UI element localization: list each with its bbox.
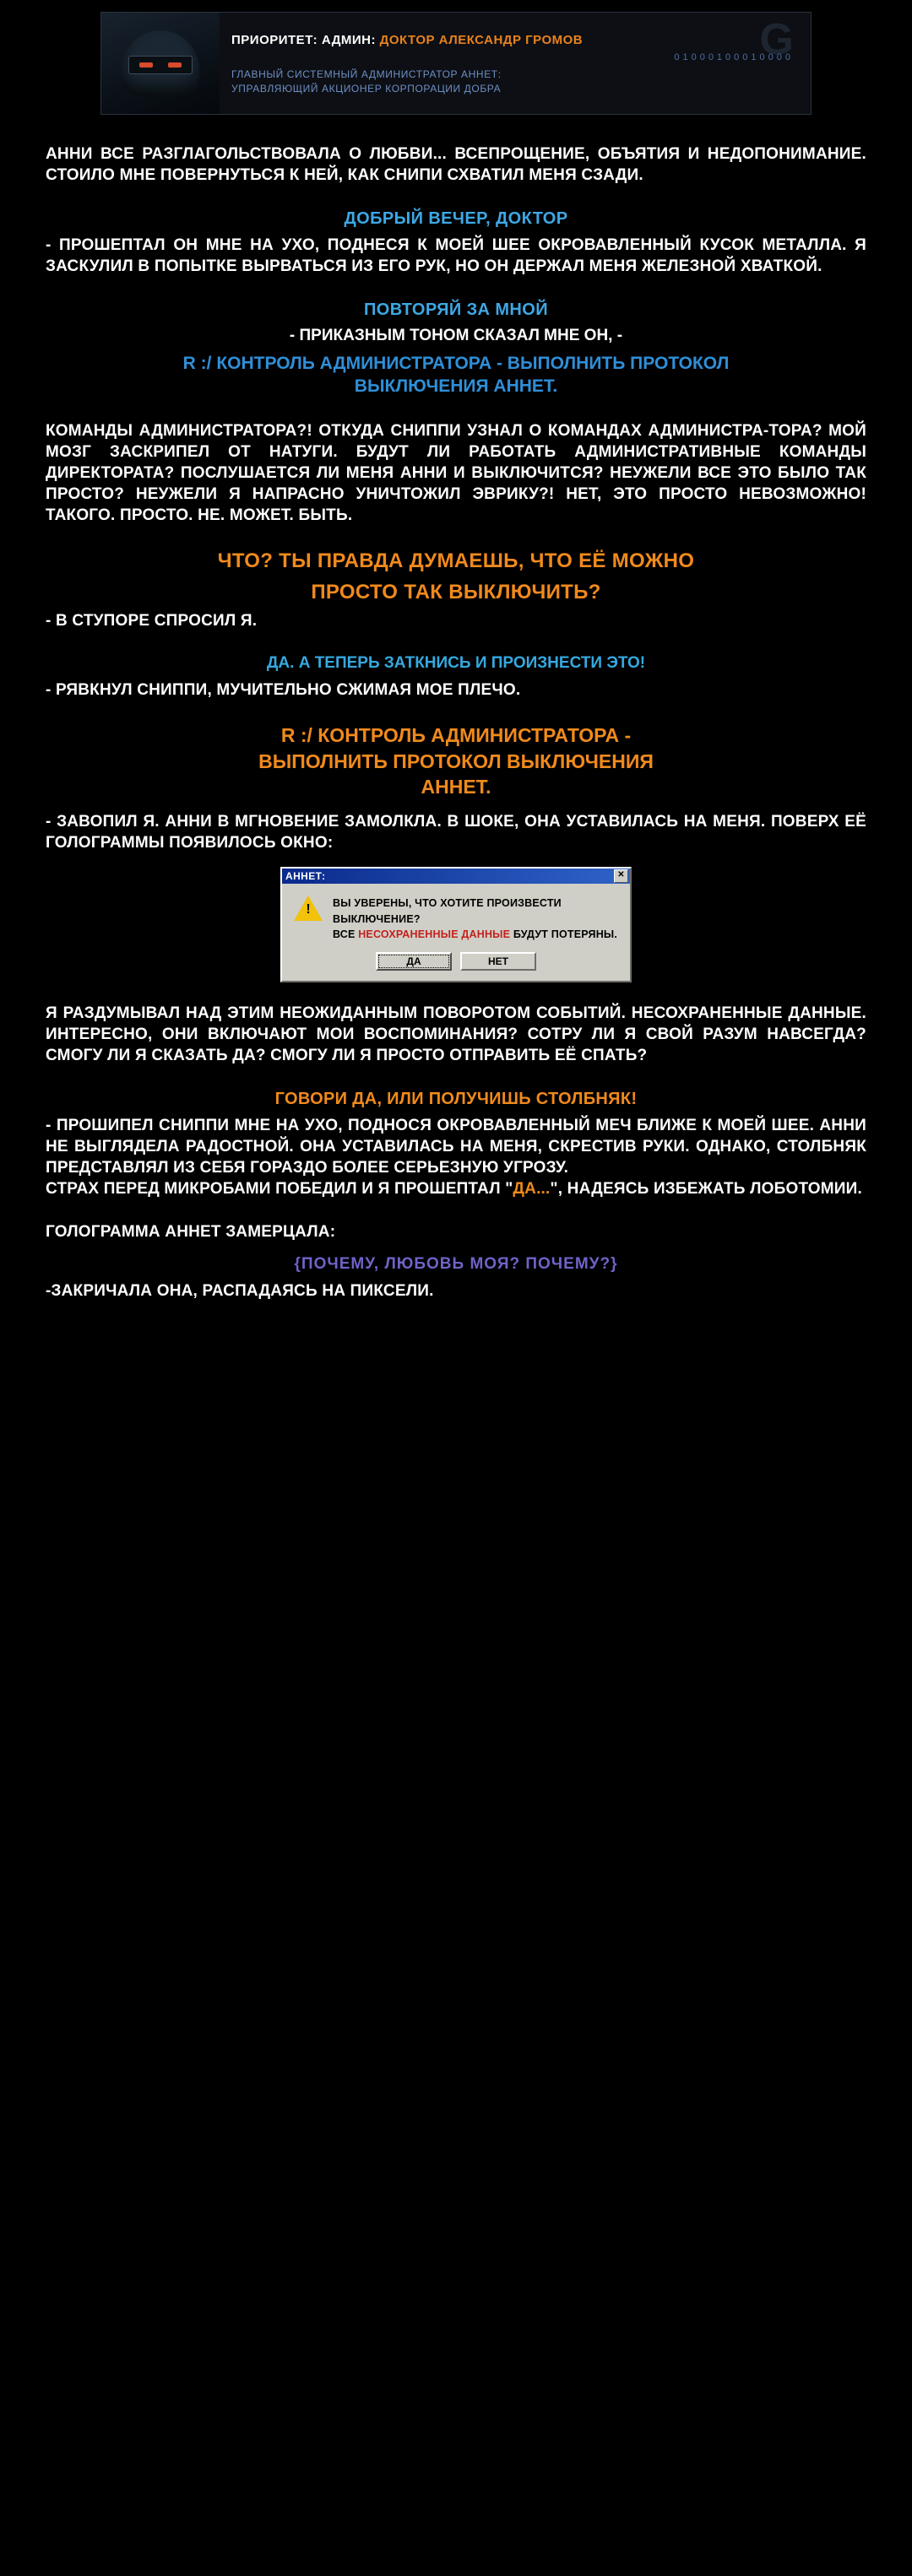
narration-paragraph-3: - ПРИКАЗНЫМ ТОНОМ СКАЗАЛ МНЕ ОН, -: [289, 327, 623, 345]
dialog-message-line-2-pre: ВСЕ: [333, 928, 359, 940]
narration-paragraph-12: -ЗАКРИЧАЛА ОНА, РАСПАДАЯСЬ НА ПИКСЕЛИ.: [46, 1282, 434, 1301]
dialog-message-line-2-post: БУДУТ ПОТЕРЯНЫ.: [510, 928, 618, 940]
warning-icon: [294, 896, 323, 921]
close-icon[interactable]: ✕: [614, 869, 628, 883]
dialog-buttons: [282, 949, 630, 981]
eye-left-icon: [139, 62, 153, 68]
dialog-message-highlight: НЕСОХРАНЕННЫЕ ДАННЫЕ: [358, 928, 511, 940]
dialog-message-line-2: [333, 927, 618, 942]
admin-command-2-line-1: R :/ КОНТРОЛЬ АДМИНИСТРАТОРА -: [280, 724, 632, 747]
admin-command-1-line-2: ВЫКЛЮЧЕНИЯ АННЕТ.: [354, 376, 558, 397]
dialog-message: [333, 896, 618, 941]
speech-repeat-after-me: ПОВТОРЯЙ ЗА МНОЙ: [363, 300, 548, 320]
admin-subtitle-1: ГЛАВНЫЙ СИСТЕМНЫЙ АДМИНИСТРАТОР АННЕТ:: [231, 68, 502, 81]
visor-shape: [128, 56, 193, 74]
admin-priority-line: [231, 33, 801, 47]
binary-stream: 01000100010000: [674, 52, 794, 63]
narration-10-highlight: ДА...: [513, 1180, 551, 1199]
admin-banner: [100, 12, 812, 115]
narration-paragraph-6: - РЯВКНУЛ СНИППИ, МУЧИТЕЛЬНО СЖИМАЯ МОЕ ПЛЕЧО.: [46, 681, 521, 700]
no-button[interactable]: НЕТ: [460, 952, 536, 971]
narration-paragraph-8: Я РАЗДУМЫВАЛ НАД ЭТИМ НЕОЖИДАННЫМ ПОВОРОТОМ СОБЫТИЙ. НЕСОХРАНЕННЫЕ ДАННЫЕ. ИНТЕРЕСНО, ОНИ ВКЛЮЧАЮТ МОИ ВОСПОМИНАНИЯ? СОТРУ ЛИ Я СВОЙ РАЗУМ НАВСЕГДА? СМОГУ ЛИ Я СКАЗАТЬ ДА? СМОГУ ЛИ Я ПРОСТО ОТПРАВИТЬ ЕЁ СПАТЬ?: [46, 1004, 866, 1064]
narration-paragraph-4: КОМАНДЫ АДМИНИСТРАТОРА?! ОТКУДА СНИППИ УЗНАЛ О КОМАНДАХ АДМИНИСТРА-ТОРА? МОЙ МОЗГ ЗАСКРИПЕЛ ОТ НАТУГИ. БУДУТ ЛИ РАБОТАТЬ АДМИНИСТРАТИВНЫЕ КОМАНДЫ ДИРЕКТОРАТА? ПОСЛУШАЕТСЯ ЛИ МЕНЯ АННИ И ВЫКЛЮЧИТСЯ? НЕУЖЕЛИ ВСЕ ЭТО БЫЛО ТАК ПРОСТО? НЕУЖЕЛИ Я НАПРАСНО УНИЧТОЖИЛ ЭВРИКУ?! НЕТ, ЭТО ПРОСТО НЕВОЗМОЖНО! ТАКОГО. ПРОСТО. НЕ. МОЖЕТ. БЫТЬ.: [46, 421, 866, 524]
speech-why-my-love: {ПОЧЕМУ, ЛЮБОВЬ МОЯ? ПОЧЕМУ?}: [294, 1255, 618, 1274]
speech-say-yes: ГОВОРИ ДА, ИЛИ ПОЛУЧИШЬ СТОЛБНЯК!: [274, 1090, 638, 1109]
speech-yes-shut-up: ДА. А ТЕПЕРЬ ЗАТКНИСЬ И ПРОИЗНЕСТИ ЭТО!: [266, 654, 646, 673]
admin-command-2-line-2: ВЫПОЛНИТЬ ПРОТОКОЛ ВЫКЛЮЧЕНИЯ: [258, 750, 654, 772]
admin-banner-body: [220, 13, 811, 114]
shutdown-dialog: [280, 867, 632, 982]
shutdown-dialog-wrapper: [46, 867, 866, 982]
speech-really-think-line-1: ЧТО? ТЫ ПРАВДА ДУМАЕШЬ, ЧТО ЕЁ МОЖНО: [217, 549, 695, 572]
speech-really-think-line-2: ПРОСТО ТАК ВЫКЛЮЧИТЬ?: [311, 581, 601, 604]
dialog-message-line-1: ВЫ УВЕРЕНЫ, ЧТО ХОТИТЕ ПРОИЗВЕСТИ ВЫКЛЮЧЕНИЕ?: [333, 897, 562, 925]
yes-button[interactable]: ДА: [376, 952, 452, 971]
admin-subtitle-2: УПРАВЛЯЮЩИЙ АКЦИОНЕР КОРПОРАЦИИ ДОБРА: [231, 82, 502, 95]
admin-priority-label: ПРИОРИТЕТ: АДМИН:: [231, 33, 376, 48]
admin-command-2-line-3: АННЕТ.: [421, 775, 491, 798]
corp-watermark-logo: G: [759, 15, 795, 64]
admin-portrait: [101, 13, 220, 114]
dialog-body: [282, 884, 630, 948]
narration-10-post: ", НАДЕЯСЬ ИЗБЕЖАТЬ ЛОБОТОМИИ.: [550, 1180, 863, 1199]
narration-paragraph-10: [46, 1178, 866, 1199]
narration-paragraph-9: - ПРОШИПЕЛ СНИППИ МНЕ НА УХО, ПОДНОСЯ ОКРОВАВЛЕННЫЙ МЕЧ БЛИЖЕ К МОЕЙ ШЕЕ. АННИ НЕ ВЫГЛЯДЕЛА РАДОСТНОЙ. ОНА УСТАВИЛАСЬ НА МЕНЯ, СКРЕСТИВ РУКИ. ОДНАКО, СТОЛБНЯК ПРЕДСТАВЛЯЛ ИЗ СЕБЯ ГОРАЗДО БОЛЕЕ СЕРЬЕЗНУЮ УГРОЗУ.: [46, 1117, 866, 1177]
speech-good-evening: ДОБРЫЙ ВЕЧЕР, ДОКТОР: [344, 209, 568, 229]
dialog-title-text: АННЕТ:: [285, 870, 326, 883]
narration-paragraph-5: - В СТУПОРЕ СПРОСИЛ Я.: [46, 612, 258, 630]
narration-paragraph-1: АННИ ВСЕ РАЗГЛАГОЛЬСТВОВАЛА О ЛЮБВИ... ВСЕПРОЩЕНИЕ, ОБЪЯТИЯ И НЕДОПОНИМАНИЕ. СТОИЛО МНЕ ПОВЕРНУТЬСЯ К НЕЙ, КАК СНИПИ СХВАТИЛ МЕНЯ СЗАДИ.: [46, 145, 866, 185]
eye-right-icon: [168, 62, 182, 68]
admin-command-1-line-1: R :/ КОНТРОЛЬ АДМИНИСТРАТОРА - ВЫПОЛНИТЬ ПРОТОКОЛ: [182, 354, 730, 373]
narration-10-pre: СТРАХ ПЕРЕД МИКРОБАМИ ПОБЕДИЛ И Я ПРОШЕПТАЛ ": [46, 1180, 513, 1199]
dialog-titlebar: [282, 869, 630, 884]
narration-paragraph-7: - ЗАВОПИЛ Я. АННИ В МГНОВЕНИЕ ЗАМОЛКЛА. В ШОКЕ, ОНА УСТАВИЛАСЬ НА МЕНЯ. ПОВЕРХ ЕЁ ГОЛОГРАММЫ ПОЯВИЛОСЬ ОКНО:: [46, 813, 866, 852]
narration-paragraph-11: ГОЛОГРАММА АННЕТ ЗАМЕРЦАЛА:: [46, 1223, 336, 1242]
admin-name-value: ДОКТОР АЛЕКСАНДР ГРОМОВ: [379, 33, 584, 48]
narration-paragraph-2: - ПРОШЕПТАЛ ОН МНЕ НА УХО, ПОДНЕСЯ К МОЕЙ ШЕЕ ОКРОВАВЛЕННЫЙ КУСОК МЕТАЛЛА. Я ЗАСКУЛИЛ В ПОПЫТКЕ ВЫРВАТЬСЯ ИЗ ЕГО РУК, НО ОН ДЕРЖАЛ МЕНЯ ЖЕЛЕЗНОЙ ХВАТКОЙ.: [46, 236, 866, 276]
warning-exclamation: !: [306, 902, 311, 917]
